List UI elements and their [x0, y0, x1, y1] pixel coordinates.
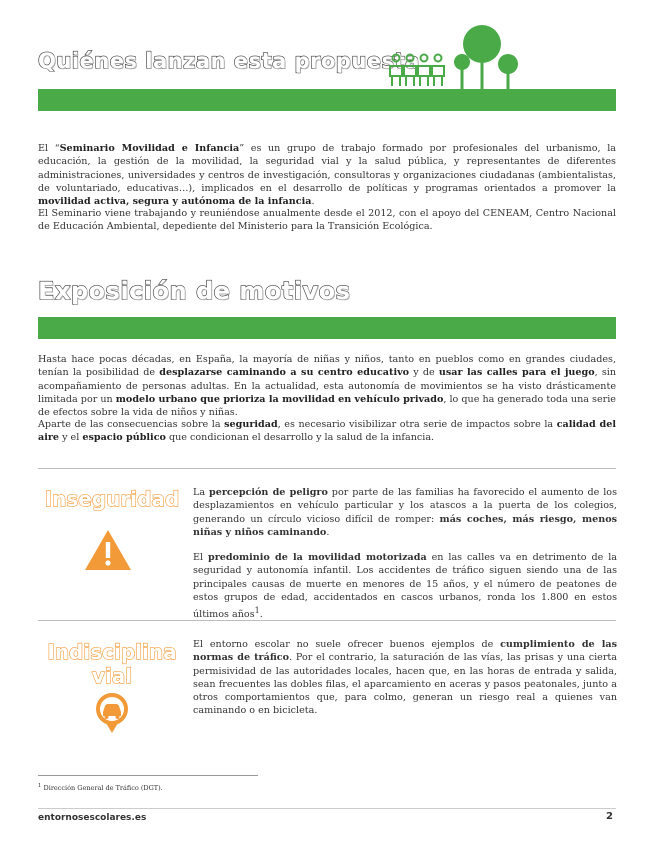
page-number: 2	[606, 811, 613, 822]
section-title-quienes: Quiénes lanzan esta propuesta	[38, 49, 420, 73]
emphasis-text: más coches, más riesgo, menos niñas y niños caminando	[193, 513, 617, 538]
emphasis-text: movilidad activa, segura y autónoma de la infancia	[38, 196, 312, 208]
footnote-number: 1	[38, 783, 42, 789]
emphasis-text: percepción de peligro	[209, 487, 328, 498]
emphasis-text: calidad del aire	[38, 419, 616, 444]
footnote-separator	[38, 775, 258, 776]
body-text: y el	[59, 432, 83, 444]
divider-line	[38, 468, 616, 469]
emphasis-text: desplazarse caminando a su centro educativo	[159, 367, 410, 379]
body-text: El	[193, 552, 208, 563]
body-text: . Por el contrario, la saturación de las vías, las prisas y una cierta permisividad de las autoridades locales, hacen que, en las horas de entrada y salida, sean frecuentes las dobles filas, el aparcamiento en aceras y pasos peatonales, junto a otros comportamientos que, para colmo, generan un riesgo real a quienes van caminando o en bicicleta.	[193, 652, 617, 717]
body-text: y de	[409, 367, 439, 379]
body-text: El Seminario viene trabajando y reuniéndose anualmente desde el 2012, con el apoyo del CENEAM, Centro Nacional de Educación Ambiental, depediente del Ministerio para la Transición Ecológica.	[38, 208, 616, 233]
body-text: , es necesario visibilizar otra serie de impactos sobre la	[277, 419, 557, 430]
section-title-exposicion: Exposición de motivos	[38, 277, 351, 305]
body-text: , lo que ha generado toda una serie de efectos sobre la vida de niños y niñas.	[38, 393, 616, 419]
intro-paragraph-1	[38, 142, 616, 208]
body-text: .	[326, 526, 330, 538]
car-pin-icon	[95, 692, 129, 734]
emphasis-text: cumplimiento de las normas de tráfico	[193, 639, 617, 664]
warning-triangle-icon	[83, 528, 133, 572]
inseguridad-paragraph-2	[193, 551, 617, 622]
inseguridad-paragraph-1	[193, 486, 617, 539]
footnote-ref: 1	[254, 606, 260, 616]
body-text: en las calles va en detrimento de la seguridad y autonomía infantil. Los accidentes de tráfico siguen siendo una de las principales causas de muerte en menores de 15 años, y el número de peatones de estos grupos de edad, accidentados en cascos urbanos, ronda los 1.800 en estos últimos años	[193, 552, 617, 621]
emphasis-text: modelo urbano que prioriza la movilidad en vehículo privado	[115, 393, 444, 405]
body-text: por parte de las familias ha favorecido el aumento de los desplazamientos en vehículo particular y los atascos a la puerta de los colegios, generando un círculo vicioso difícil de romper:	[193, 487, 618, 525]
footnote-text: Dirección General de Tráfico (DGT).	[43, 784, 163, 793]
body-text: Hasta hace pocas décadas, en España, la mayoría de niñas y niños, tanto en pueblos como en grandes ciudades, tenían la posibilidad de	[38, 354, 616, 379]
body-text: .	[311, 196, 315, 208]
emphasis-text: predominio de la movilidad motorizada	[208, 552, 427, 563]
indisciplina-paragraph	[193, 638, 617, 718]
footer-separator	[38, 808, 616, 809]
body-text: Aparte de las consecuencias sobre la	[38, 419, 225, 430]
motivos-paragraph-1	[38, 353, 616, 419]
intro-paragraph-2	[38, 207, 616, 234]
footer-website: entornosescolares.es	[38, 813, 147, 823]
motivos-paragraph-2	[38, 418, 616, 445]
emphasis-text: seguridad	[224, 419, 278, 430]
body-text: La	[193, 487, 210, 498]
body-text: ” es un grupo de trabajo formado por profesionales del urbanismo, la educación, la gestión de la movilidad, la seguridad vial y la salud pública, y representantes de diferentes administraciones, universidades y centros de investigación, consultoras y organizaciones ciudadanas (ambientalistas, de voluntariado, educativas…), implicados en el desarrollo de políticas y programas orientados a promover la	[38, 143, 617, 194]
people-trees-illustration	[384, 22, 524, 94]
topic-title-vial: vial	[91, 664, 133, 688]
footnote	[38, 783, 163, 792]
body-text: que condicionan el desarrollo y la salud de la infancia.	[165, 432, 435, 444]
divider-line	[38, 620, 616, 621]
body-text: , sin acompañamiento de personas adultas. En la actualidad, esta autonomía de movimientos se ha visto drásticamente limitada por un	[38, 367, 617, 405]
body-text: El “	[38, 143, 60, 154]
section-divider-bar	[38, 89, 616, 111]
emphasis-text: usar las calles para el juego	[438, 367, 595, 379]
body-text: .	[259, 609, 263, 621]
topic-title-indisciplina: Indisciplina	[47, 640, 177, 664]
emphasis-text: espacio público	[82, 432, 166, 444]
body-text: El entorno escolar no suele ofrecer buenos ejemplos de	[193, 639, 501, 650]
section-divider-bar	[38, 317, 616, 339]
emphasis-text: Seminario Movilidad e Infancia	[59, 143, 240, 154]
topic-title-inseguridad: Inseguridad	[44, 487, 180, 511]
